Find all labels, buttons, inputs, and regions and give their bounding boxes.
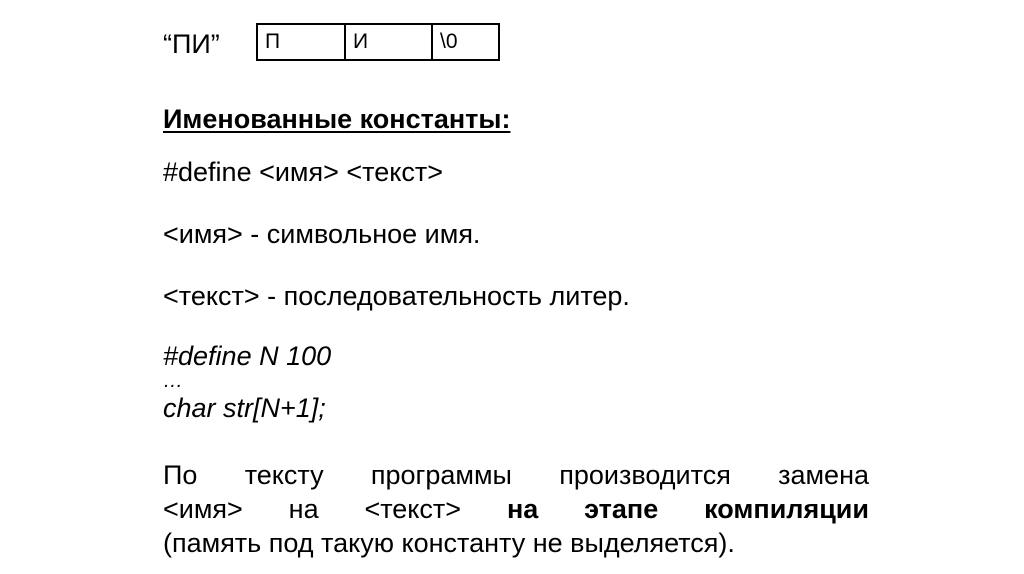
define-syntax-line: #define <имя> <текст> xyxy=(163,157,443,187)
code-example xyxy=(163,339,331,425)
char-cell-1: И xyxy=(345,24,432,60)
code-line-array: char str[N+1]; xyxy=(163,393,326,423)
note-line-2 xyxy=(163,492,869,526)
code-ellipsis: … xyxy=(163,370,184,392)
note-line-2-bold: на этапе компиляции xyxy=(506,494,869,524)
substitution-note xyxy=(163,458,869,560)
char-cell-0: П xyxy=(257,24,345,60)
char-cell-2: \0 xyxy=(432,24,499,60)
section-heading: Именованные константы: xyxy=(163,104,511,134)
note-line-3: (память под такую константу не выделяется). xyxy=(163,528,735,558)
char-array-table xyxy=(256,23,500,61)
note-line-1: По тексту программы производится замена xyxy=(163,460,869,490)
string-literal-example: “ПИ” xyxy=(163,29,220,59)
text-definition-line: <текст> - последовательность литер. xyxy=(163,281,630,311)
name-definition-line: <имя> - символьное имя. xyxy=(163,219,481,249)
code-line-define: #define N 100 xyxy=(163,341,332,371)
note-line-2-text: <имя> на <текст> xyxy=(163,494,462,524)
char-array-row xyxy=(257,24,499,60)
